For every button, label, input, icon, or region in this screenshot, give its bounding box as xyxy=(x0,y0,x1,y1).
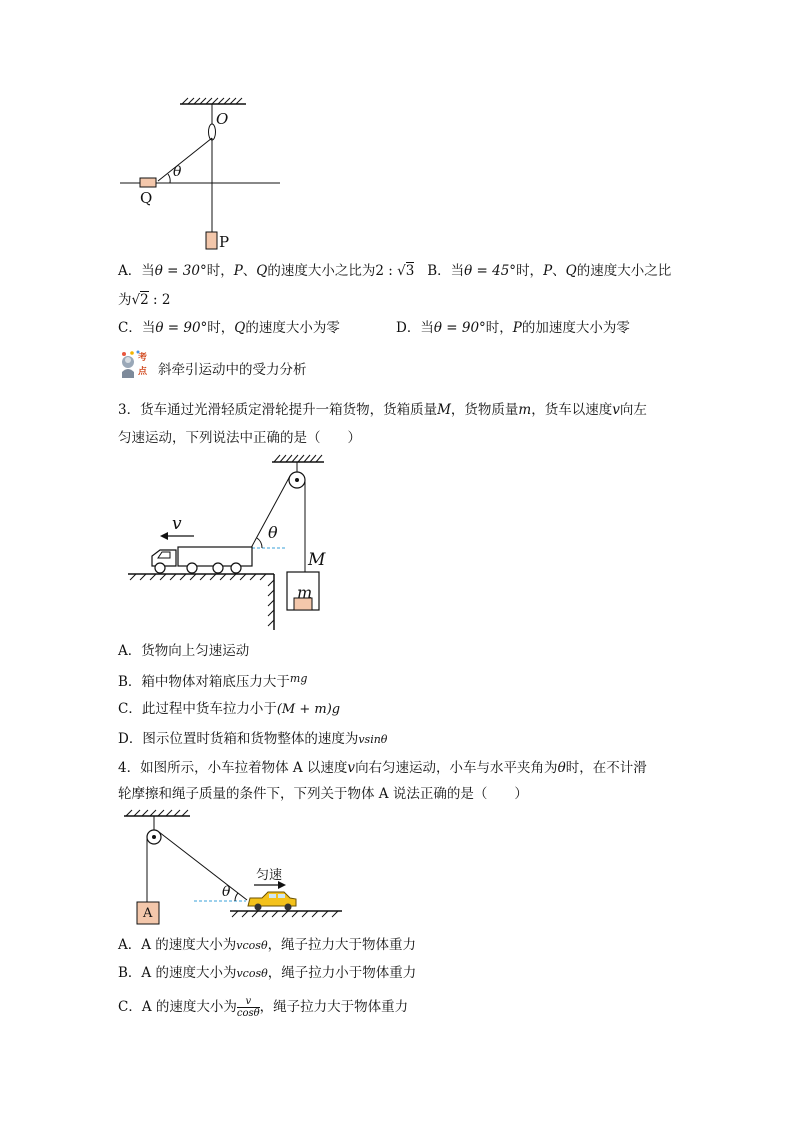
option-a-cond: θ = 30° xyxy=(154,263,207,279)
option-b-sqrt: 2 xyxy=(140,292,149,308)
option-c-text: 的速度大小为零 xyxy=(245,320,340,336)
label-A-block: A xyxy=(143,906,153,921)
q4-c-num: v xyxy=(237,996,260,1008)
option-b-mid: 时， xyxy=(516,263,544,279)
option-2C xyxy=(118,318,340,338)
q3-b-text: B．箱中物体对箱底压力大于 xyxy=(118,674,290,690)
option-d-prefix: D．当 xyxy=(396,320,434,336)
option-c-mid: 时， xyxy=(207,320,235,336)
option-c-prefix: C．当 xyxy=(118,320,156,336)
q4-option-A xyxy=(118,935,416,956)
q4-a-expr: vcosθ xyxy=(236,939,268,952)
section-title: 斜牵引运动中的受力分析 xyxy=(158,362,307,378)
q3-stem-line2: 匀速运动，下列说法中正确的是（ ） xyxy=(118,430,361,446)
q3-b-expr: mg xyxy=(289,672,308,685)
q4-b-tail: ，绳子拉力小于物体重力 xyxy=(267,965,417,981)
q3-option-A: A．货物向上匀速运动 xyxy=(118,643,250,659)
q3-text-c: ，货车以速度 xyxy=(531,402,613,418)
topic-badge-icon xyxy=(118,348,154,382)
option-a-sep: 、 xyxy=(242,263,257,279)
option-d-mid: 时， xyxy=(485,320,513,336)
q3-text-a: 3．货车通过光滑轻质定滑轮提升一箱货物，货箱质量 xyxy=(118,402,438,418)
option-a-text: 的速度大小之比为 xyxy=(267,263,376,279)
q4-c-fraction xyxy=(237,996,260,1019)
option-d-p: P xyxy=(512,320,522,336)
q3-c-text: C．此过程中货车拉力小于 xyxy=(118,701,277,717)
option-2B-cont xyxy=(118,290,170,310)
badge-text-bottom: 点 xyxy=(138,367,148,377)
option-c-cond: θ = 90° xyxy=(155,320,208,336)
figure-truck-pulley xyxy=(122,452,337,632)
figure-pulley-PQ xyxy=(118,92,298,254)
q3-c-expr: (M + m)g xyxy=(276,702,341,717)
q4-a-tail: ，绳子拉力大于物体重力 xyxy=(267,937,417,953)
option-a-sqrt: 3 xyxy=(405,263,415,279)
q4-theta: θ xyxy=(557,760,566,776)
label-m-cargo: m xyxy=(297,583,313,602)
option-a-mid: 时， xyxy=(206,263,234,279)
q4-option-B xyxy=(118,963,416,984)
q3-v: v xyxy=(612,402,620,418)
q4-stem-line1 xyxy=(118,758,647,778)
option-b-sep: 、 xyxy=(552,263,566,279)
label-M-box: M xyxy=(308,550,326,570)
q3-option-D xyxy=(118,729,387,750)
option-a-prefix: A．当 xyxy=(118,263,155,279)
label-v-truck: v xyxy=(172,514,182,534)
q4-b-expr: vcosθ xyxy=(236,967,268,980)
option-a-q: Q xyxy=(256,263,268,279)
q4-text-c: 时，在不计滑 xyxy=(565,760,647,776)
option-d-cond: θ = 90° xyxy=(433,320,486,336)
label-P: P xyxy=(219,233,230,251)
q3-d-text: D．图示位置时货箱和货物整体的速度为 xyxy=(118,731,359,747)
figure-car-pulley xyxy=(118,808,348,930)
q4-c-text: C．A 的速度大小为 xyxy=(118,999,237,1015)
label-theta-1: θ xyxy=(173,164,182,180)
option-d-text: 的加速度大小为零 xyxy=(521,320,630,336)
q4-text-b: 向右匀速运动，小车与水平夹角为 xyxy=(355,760,558,776)
option-2A-2B xyxy=(118,261,671,281)
q4-v: v xyxy=(347,760,356,776)
q3-m: m xyxy=(518,402,532,418)
option-b-cond: θ = 45° xyxy=(464,263,517,279)
sqrt-icon: √ xyxy=(397,263,406,279)
q4-stem-line2: 轮摩擦和绳子质量的条件下，下列关于物体 A 说法正确的是（ ） xyxy=(118,786,528,802)
label-theta-truck: θ xyxy=(268,523,278,542)
q4-b-text: B．A 的速度大小为 xyxy=(118,965,237,981)
q4-c-den: cosθ xyxy=(236,1008,260,1019)
option-b-q: Q xyxy=(565,263,577,279)
option-2D xyxy=(396,318,630,338)
option-c-q: Q xyxy=(234,320,246,336)
q3-option-C xyxy=(118,699,340,720)
label-Q: Q xyxy=(140,189,153,207)
q4-c-tail: ，绳子拉力大于物体重力 xyxy=(259,999,409,1015)
q3-text-b: ，货物质量 xyxy=(450,402,519,418)
option-b-prefix: B．当 xyxy=(427,263,465,279)
q3-d-expr: vsinθ xyxy=(358,733,388,746)
option-a-ratio: 2 : xyxy=(375,263,398,279)
label-O: O xyxy=(216,110,229,128)
sqrt-icon: √ xyxy=(131,292,141,308)
q3-stem-line1 xyxy=(118,400,647,420)
option-b-p: P xyxy=(543,263,553,279)
option-a-p: P xyxy=(233,263,243,279)
q3-text-d: 向左 xyxy=(619,402,647,418)
q4-option-C xyxy=(118,996,408,1019)
option-b-ratio: : 2 xyxy=(148,292,171,308)
q4-text-a: 4．如图所示，小车拉着物体 A 以速度 xyxy=(118,760,348,776)
label-theta-car: θ xyxy=(222,884,231,900)
label-uniform: 匀速 xyxy=(256,868,283,883)
badge-text-top: 考 xyxy=(138,353,148,363)
q3-option-B xyxy=(118,669,307,692)
option-b-prefix2: 为 xyxy=(118,292,132,308)
q4-a-text: A．A 的速度大小为 xyxy=(118,937,237,953)
q3-M: M xyxy=(437,402,451,418)
option-b-text: 的速度大小之比 xyxy=(576,263,672,279)
